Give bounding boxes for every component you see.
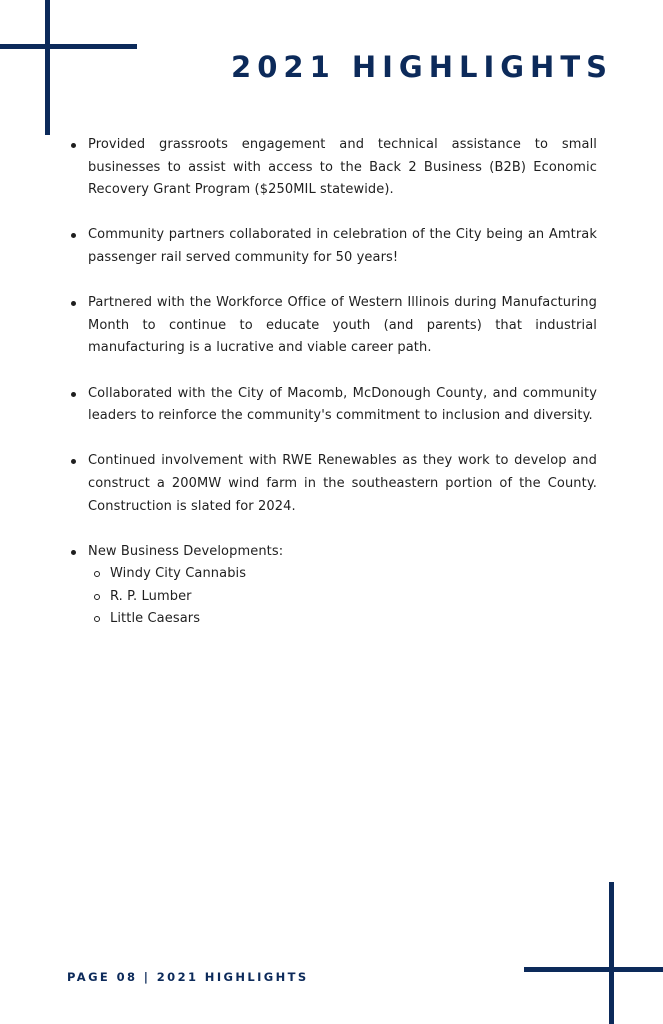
highlight-item: Collaborated with the City of Macomb, McDonough County, and community leaders to reinforce the community's commitment to inclusion and diversity. [66, 383, 597, 428]
highlights-content [66, 134, 597, 654]
highlight-item: Continued involvement with RWE Renewables as they work to develop and construct a 200MW wind farm in the southeastern portion of the County. Construction is slated for 2024. [66, 450, 597, 518]
highlight-item: Partnered with the Workforce Office of Western Illinois during Manufacturing Month to continue to educate youth (and parents) that industrial manufacturing is a lucrative and viable career path. [66, 292, 597, 360]
corner-cross-vertical-line [609, 882, 614, 1024]
highlight-item: Community partners collaborated in celebration of the City being an Amtrak passenger rail served community for 50 years! [66, 224, 597, 269]
highlights-list [66, 134, 597, 631]
new-business-entry: Little Caesars [88, 608, 597, 631]
page-title: 2021 HIGHLIGHTS [231, 50, 613, 84]
new-business-item [66, 541, 597, 631]
highlight-item: Provided grassroots engagement and technical assistance to small businesses to assist with access to the Back 2 Business (B2B) Economic Recovery Grant Program ($250MIL statewide). [66, 134, 597, 202]
new-business-entry: Windy City Cannabis [88, 563, 597, 586]
new-business-list [88, 563, 597, 631]
page-footer: PAGE 08 | 2021 HIGHLIGHTS [67, 970, 309, 984]
corner-cross-horizontal-line [0, 44, 137, 49]
corner-cross-vertical-line [45, 0, 50, 135]
corner-cross-horizontal-line [524, 967, 663, 972]
new-business-label: New Business Developments: [88, 543, 284, 559]
new-business-entry: R. P. Lumber [88, 586, 597, 609]
